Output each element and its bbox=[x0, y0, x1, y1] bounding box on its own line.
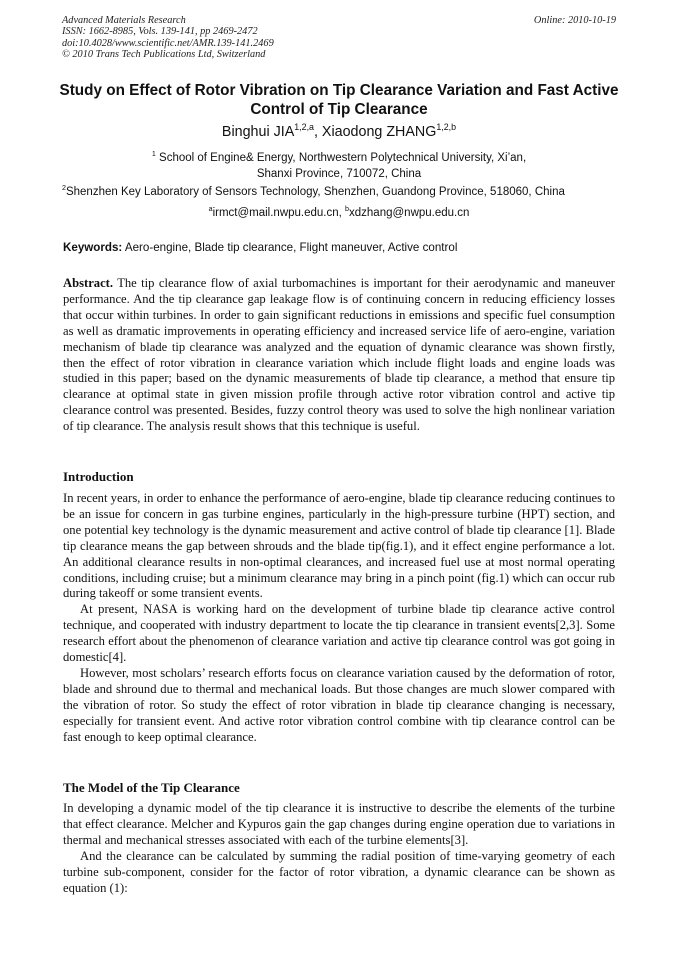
affiliation-1-number: 1 bbox=[151, 150, 156, 159]
author-separator: , bbox=[313, 124, 322, 140]
online-date: Online: 2010-10-19 bbox=[533, 15, 616, 26]
intro-paragraph-1: In recent years, in order to enhance the performance of aero-engine, blade tip clearance reducing continues to be an issue for concern in gas turbine engines, particularly in the high-pressure turbine (HPT) section, and one potential key technology is the dynamic measurement and active control of blade tip clearance [1]. Blade tip clearance means the gap between shrouds and the blade tip(fig.1), and it effect engine performance a lot. An additional clearance results in non-optimal clearances, and increased fuel use at most normal operating conditions, including cruise; but a minimum clearance may bring in a pinch point (fig.1) which can occur rub during takeoff or some transient events. bbox=[63, 491, 615, 601]
model-paragraph-1: In developing a dynamic model of the tip clearance it is instructive to describe the elements of the turbine that effect clearance. Melcher and Kypuros gain the gap changes during engine operation due to variations in thermal and mechanical stresses associated with each of the turbine elements[3]. bbox=[63, 801, 615, 847]
journal-name: Advanced Materials Research bbox=[62, 15, 186, 26]
abstract-label: Abstract. bbox=[63, 276, 114, 290]
keywords bbox=[63, 240, 623, 255]
author-1-name: Binghui JIA bbox=[221, 124, 295, 140]
journal-header bbox=[62, 15, 616, 60]
email-a[interactable]: irmct@mail.nwpu.edu.cn bbox=[212, 207, 339, 219]
keywords-list: Aero-engine, Blade tip clearance, Flight maneuver, Active control bbox=[122, 241, 458, 254]
authors bbox=[0, 123, 678, 141]
introduction-section bbox=[63, 491, 615, 746]
affiliation-2-number: 2 bbox=[62, 184, 66, 193]
author-2-affiliation: 1,2,b bbox=[436, 122, 457, 133]
abstract-text: The tip clearance flow of axial turbomachines is important for their aerodynamic and maneuver performance. And the tip clearance gap leakage flow is of continuing concern in reducing efficiency losses that occur within turbines. In order to gain significant reductions in emissions and specific fuel consumption as well as dramatic improvements in operating efficiency and increased service life of aero-engine, variation mechanism of blade tip clearance was analyzed and the equation of dynamic clearance was shown firstly, then the effect of rotor vibration in clearance variation which include flight loads and engine loads was studied in this paper; based on the dynamic measurements of blade tip clearance, a method that ensure tip clearance at optimal state in given mission profile through active rotor vibration control and active tip clearance control was presented. Besides, fuzzy control theory was used to solve the high nonlinear variation of tip clearance. The analysis result shows that this technique is useful. bbox=[63, 276, 615, 434]
keywords-label: Keywords: bbox=[63, 241, 123, 254]
author-1-affiliation: 1,2,a bbox=[294, 122, 314, 133]
affiliation-2-text: Shenzhen Key Laboratory of Sensors Technology, Shenzhen, Guandong Province, 518060, China bbox=[65, 186, 565, 198]
affiliation-1-line-2: Shanxi Province, 710072, China bbox=[256, 168, 422, 180]
paper-title: Study on Effect of Rotor Vibration on Tip Clearance Variation and Fast Active Control of Tip Clearance bbox=[59, 82, 619, 118]
email-a-marker: a bbox=[208, 205, 213, 214]
email-b-marker: b bbox=[345, 205, 350, 214]
model-section bbox=[63, 801, 615, 896]
email-separator: , bbox=[338, 207, 346, 219]
section-heading-introduction: Introduction bbox=[63, 469, 134, 484]
email-b[interactable]: xdzhang@nwpu.edu.cn bbox=[349, 207, 470, 219]
issn-line: ISSN: 1662-8985, Vols. 139-141, pp 2469-2472 bbox=[62, 26, 258, 38]
author-2-name: Xiaodong ZHANG bbox=[321, 124, 437, 140]
abstract bbox=[63, 276, 615, 435]
doi-line: doi:10.4028/www.scientific.net/AMR.139-141.2469 bbox=[62, 37, 274, 49]
copyright-line: © 2010 Trans Tech Publications Ltd, Switzerland bbox=[62, 48, 266, 60]
affiliation-1 bbox=[60, 150, 618, 182]
affiliation-1-line-1: School of Engine& Energy, Northwestern Polytechnical University, Xi’an, bbox=[155, 152, 527, 164]
intro-paragraph-2: At present, NASA is working hard on the development of turbine blade tip clearance active control technique, and cooperated with industry department to locate the tip clearance in transient events[2,3]. Some research effort about the phenomenon of clearance variation and active tip clearance control was got going in domestic[4]. bbox=[63, 602, 615, 665]
emails bbox=[0, 206, 678, 221]
model-paragraph-2: And the clearance can be calculated by summing the radial position of time-varying geometry of each turbine sub-component, consider for the factor of rotor vibration, a dynamic clearance can be shown as equation (1): bbox=[63, 848, 615, 895]
section-heading-model: The Model of the Tip Clearance bbox=[63, 780, 240, 795]
intro-paragraph-3: However, most scholars’ research efforts focus on clearance variation caused by the deformation of rotor, blade and shround due to thermal and mechanical loads. But those changes are much slower compared with the vibration of rotor. So study the effect of rotor vibration in blade tip clearance changing is necessary, especially for transient event. And active rotor vibration control combine with tip clearance control can be fast enough to keep optimal clearance. bbox=[63, 665, 615, 744]
affiliation-2 bbox=[62, 185, 622, 200]
